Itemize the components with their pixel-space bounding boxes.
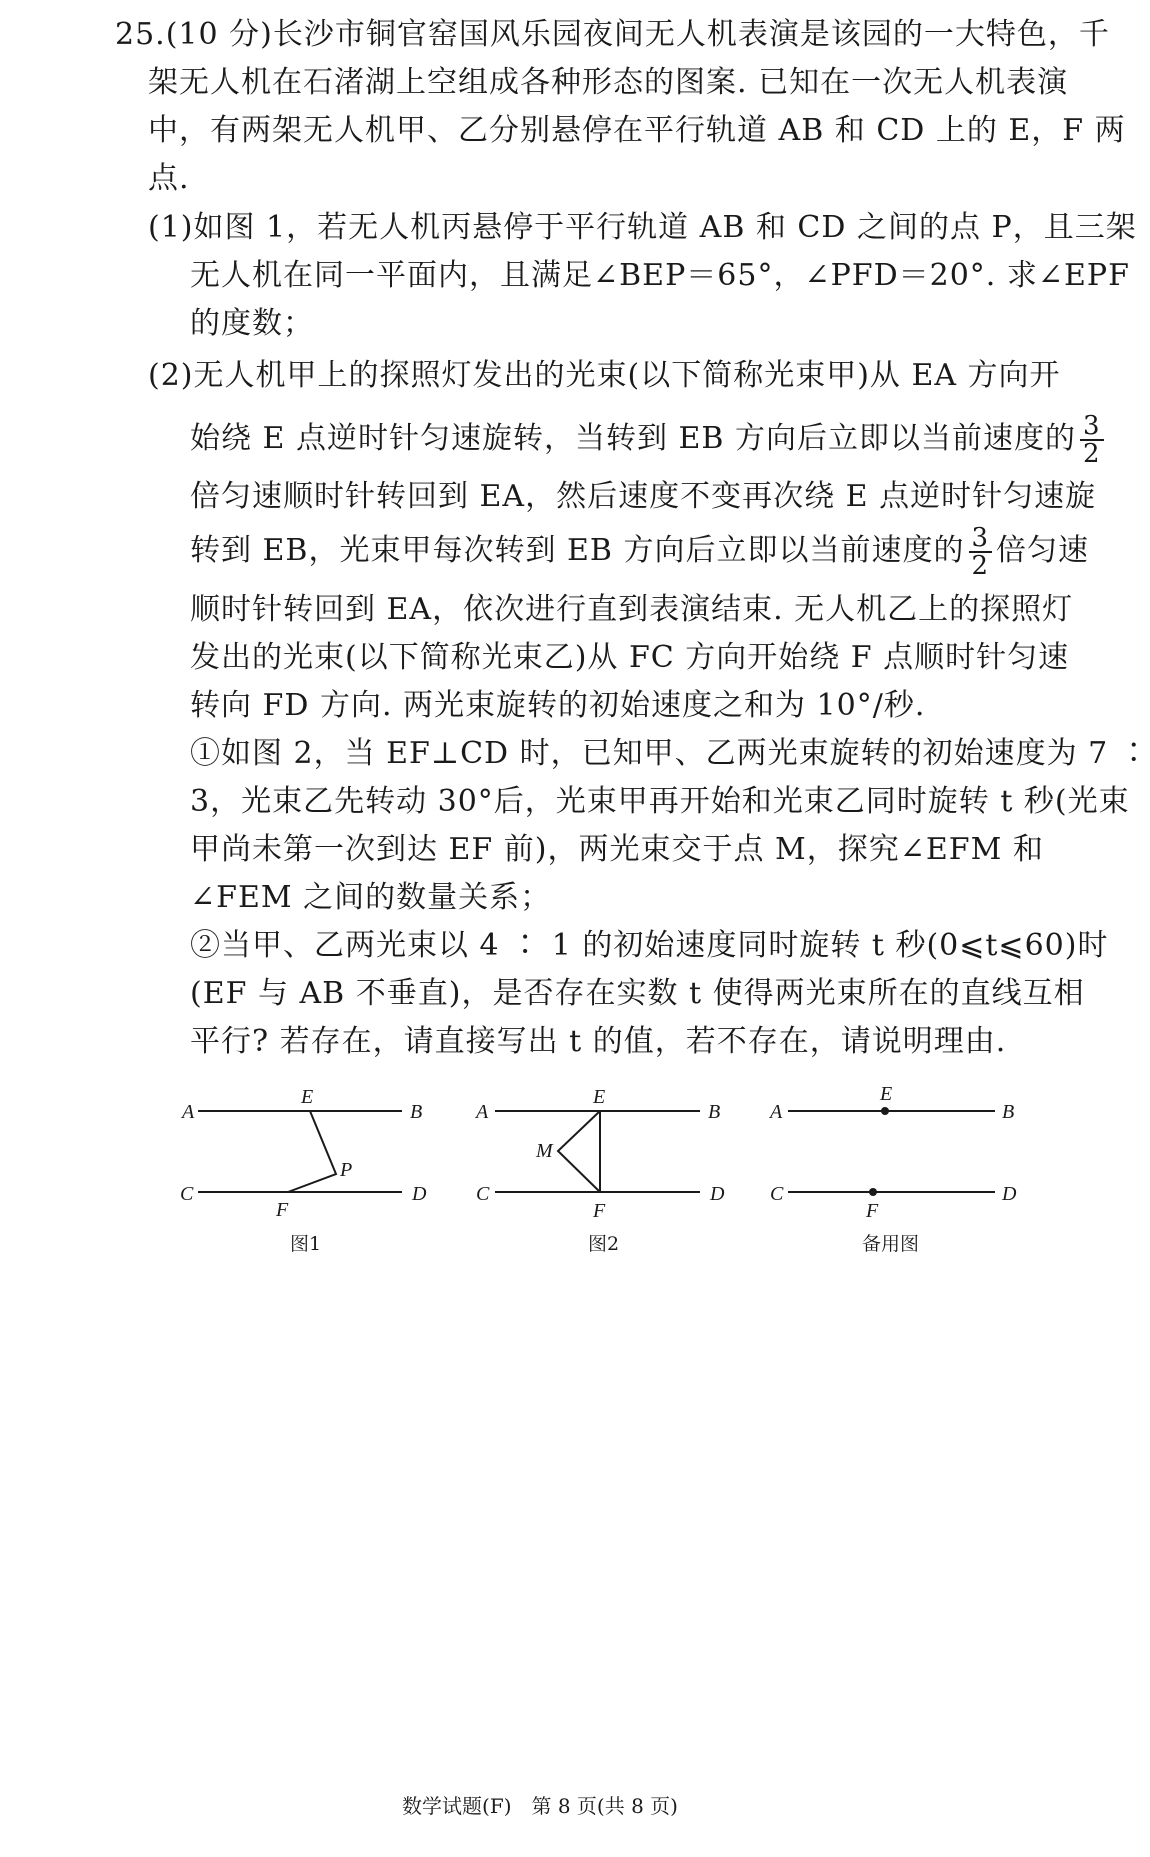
part1-line-2: 无人机在同一平面内，且满足∠BEP＝65°，∠PFD＝20°. 求∠EPF <box>190 258 1130 293</box>
fig1-label-f: F <box>276 1199 289 1221</box>
page-footer: 数学试题(F) 第 8 页(共 8 页) <box>402 1794 678 1818</box>
fraction-denominator-2: 2 <box>971 551 990 581</box>
part2-line-7: 转向 FD 方向. 两光束旋转的初始速度之和为 10°/秒. <box>190 688 926 723</box>
question-intro-line-1 <box>115 12 1110 58</box>
part2-line-5: 顺时针转回到 EA，依次进行直到表演结束. 无人机乙上的探照灯 <box>190 592 1074 627</box>
fig1-label-p: P <box>340 1159 353 1181</box>
fig3-label-e: E <box>880 1083 893 1105</box>
fig2-label-b: B <box>708 1101 721 1123</box>
part2-line-2-text: 始绕 E 点逆时针匀速旋转，当转到 EB 方向后立即以当前速度的 <box>190 421 1076 456</box>
fig3-caption: 备用图 <box>862 1233 920 1255</box>
part1-line-3: 的度数； <box>190 306 314 341</box>
part2-line-4 <box>190 525 1089 579</box>
fraction-three-halves-2 <box>969 525 993 579</box>
fraction-numerator-2: 3 <box>969 525 993 553</box>
fig2-caption: 图2 <box>588 1233 620 1255</box>
part2-line-4-tail: 倍匀速 <box>996 533 1090 568</box>
sub2-line-1: ②当甲、乙两光束以 4 ∶ 1 的初始速度同时旋转 t 秒(0⩽t⩽60)时 <box>190 928 1109 963</box>
figures-panel <box>0 1075 1080 1315</box>
question-intro-line-2: 架无人机在石渚湖上空组成各种形态的图案. 已知在一次无人机表演 <box>148 65 1069 100</box>
fig3-point-f <box>869 1188 877 1196</box>
sub2-line-2: (EF 与 AB 不垂直)，是否存在实数 t 使得两光束所在的直线互相 <box>190 976 1085 1011</box>
part2-line-2 <box>190 413 1108 467</box>
question-intro-line-4: 点. <box>148 161 190 196</box>
sub2-line-3: 平行? 若存在，请直接写出 t 的值，若不存在，请说明理由. <box>190 1024 1007 1059</box>
fig2-label-m: M <box>536 1140 553 1162</box>
intro-text-1: 长沙市铜官窑国风乐园夜间无人机表演是该园的一大特色，千 <box>272 17 1110 52</box>
fig1-caption: 图1 <box>290 1233 322 1255</box>
figure-2 <box>474 1086 725 1255</box>
figure-1 <box>180 1086 427 1255</box>
part2-line-6: 发出的光束(以下简称光束乙)从 FC 方向开始绕 F 点顺时针匀速 <box>190 640 1070 675</box>
fig2-beams-m <box>558 1111 600 1192</box>
fig2-label-a: A <box>476 1101 489 1123</box>
fig1-label-c: C <box>180 1183 194 1205</box>
fraction-three-halves <box>1080 413 1104 467</box>
fig1-label-b: B <box>410 1101 423 1123</box>
sub1-line-4: ∠FEM 之间的数量关系； <box>190 880 552 915</box>
question-score: (10 分) <box>165 17 273 52</box>
fig2-label-c: C <box>476 1183 490 1205</box>
fig2-label-e: E <box>593 1086 606 1108</box>
sub1-line-2: 3，光束乙先转动 30°后，光束甲再开始和光束乙同时旋转 t 秒(光束 <box>190 784 1130 819</box>
fraction-numerator: 3 <box>1080 413 1104 441</box>
part2-line-3: 倍匀速顺时针转回到 EA，然后速度不变再次绕 E 点逆时针匀速旋 <box>190 479 1097 514</box>
fraction-denominator: 2 <box>1083 439 1101 469</box>
fig3-point-e <box>881 1107 889 1115</box>
fig1-label-a: A <box>182 1101 195 1123</box>
fig2-label-d: D <box>710 1183 725 1205</box>
question-intro-line-3: 中，有两架无人机甲、乙分别悬停在平行轨道 AB 和 CD 上的 E，F 两 <box>148 113 1126 148</box>
sub1-line-1: ①如图 2，当 EF⊥CD 时，已知甲、乙两光束旋转的初始速度为 7 ∶ <box>190 736 1150 771</box>
part2-line-1: (2)无人机甲上的探照灯发出的光束(以下简称光束甲)从 EA 方向开 <box>148 358 1061 393</box>
fig3-label-c: C <box>770 1183 784 1205</box>
sub1-line-3: 甲尚未第一次到达 EF 前)，两光束交于点 M，探究∠EFM 和 <box>190 832 1044 867</box>
fig1-label-d: D <box>412 1183 427 1205</box>
fig3-label-d: D <box>1002 1183 1017 1205</box>
fig3-label-a: A <box>770 1101 783 1123</box>
fig1-path-epf <box>288 1111 336 1192</box>
part2-line-4-text: 转到 EB，光束甲每次转到 EB 方向后立即以当前速度的 <box>190 533 965 568</box>
fig3-label-b: B <box>1002 1101 1015 1123</box>
fig3-label-f: F <box>866 1200 879 1222</box>
part1-line-1: (1)如图 1，若无人机丙悬停于平行轨道 AB 和 CD 之间的点 P，且三架 <box>148 210 1137 245</box>
fig2-label-f: F <box>593 1200 606 1222</box>
fig1-label-e: E <box>301 1086 314 1108</box>
figure-3-spare <box>768 1083 1017 1255</box>
question-number: 25. <box>115 17 166 52</box>
